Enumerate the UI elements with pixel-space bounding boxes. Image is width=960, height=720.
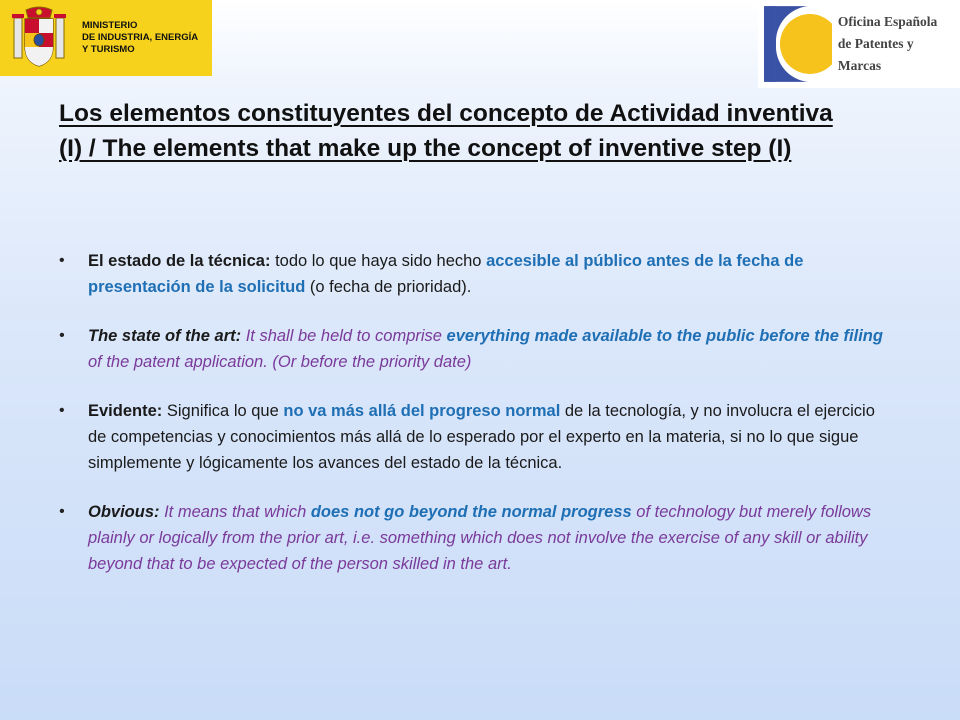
bullet-text: de la tecnología, y no involucra el ejercicio de competencias y conocimientos más allá de lo esperado por el experto en la materia, si no lo que sigue simplemente y lógicamente los avances del estado de la técnica.	[88, 402, 875, 472]
bullet-text: It shall be held to comprise	[241, 327, 447, 345]
bullet-text: (o fecha de prioridad).	[305, 278, 472, 296]
oepm-logo	[758, 0, 960, 88]
oepm-line-1: Oficina Española	[837, 14, 938, 29]
bullet-highlight: accesible al público antes de la fecha de presentación de la solicitud	[88, 252, 804, 296]
oepm-mark-icon	[764, 6, 832, 82]
ministry-line-2: DE INDUSTRIA, ENERGÍA	[82, 32, 199, 43]
bullet-lead: Obvious:	[88, 503, 160, 521]
oepm-name	[838, 11, 960, 77]
bullet-text: It means that which	[159, 503, 311, 521]
ministry-logo	[0, 0, 212, 76]
bullet-text: of technology but merely follows plainly or logically from the prior art, i.e. something which does not involve the exercise of any skill or ability beyond that to be expected of the person skilled in the art.	[88, 503, 872, 573]
ministry-line-1: MINISTERIO	[82, 20, 138, 31]
oepm-line-2: de Patentes y Marcas	[837, 36, 914, 73]
bullet-evidente	[59, 398, 889, 476]
bullet-text: Significa lo que	[162, 402, 284, 420]
bullet-lead: El estado de la técnica:	[88, 252, 271, 270]
bullet-highlight: no va más allá del progreso normal	[283, 402, 561, 420]
slide-title: Los elementos constituyentes del concepto de Actividad inventiva (I) / The elements that make up the concept of inventive step (I)	[59, 100, 833, 162]
ministry-name	[82, 20, 198, 56]
bullet-lead: The state of the art:	[88, 327, 242, 345]
bullet-lead: Evidente:	[88, 402, 163, 420]
coat-of-arms-icon	[10, 6, 68, 70]
bullet-obvious	[59, 499, 889, 577]
bullet-estado-tecnica	[59, 248, 889, 300]
bullet-text: todo lo que haya sido hecho	[270, 252, 487, 270]
bullet-highlight: does not go beyond the normal progress	[310, 503, 632, 521]
ministry-line-3: Y TURISMO	[82, 44, 135, 55]
bullet-text: of the patent application. (Or before the priority date)	[88, 353, 472, 371]
bullet-list	[59, 248, 889, 600]
bullet-highlight: everything made available to the public before the filing	[446, 327, 883, 345]
bullet-state-of-art	[59, 323, 889, 375]
